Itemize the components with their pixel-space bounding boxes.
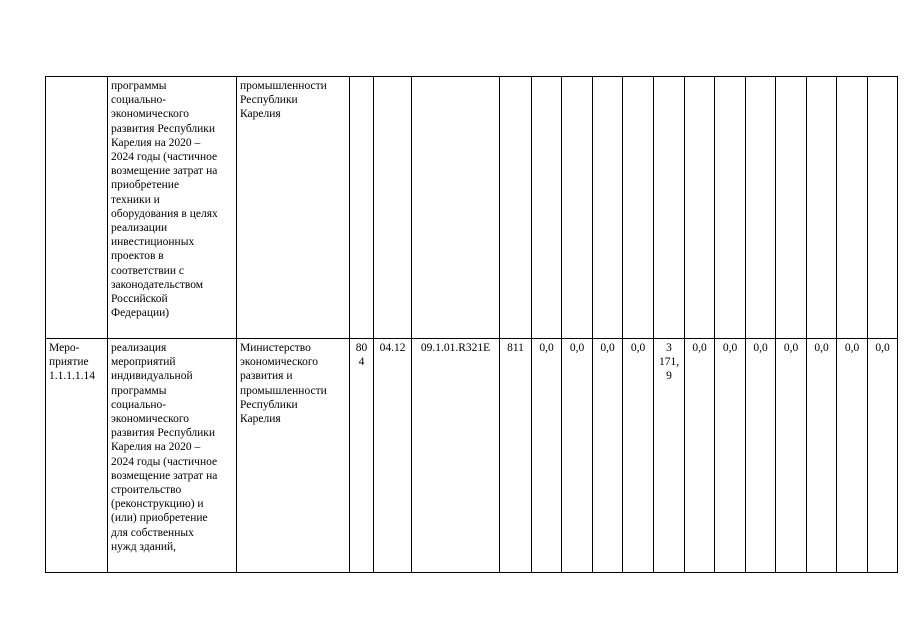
value-cell [532,77,562,339]
value-cell: 0,0 [532,339,562,573]
status-cell [46,77,108,339]
value-cell [746,77,776,339]
value-cell: 0,0 [868,339,898,573]
value-cell: 0,0 [623,339,654,573]
vr-cell: 811 [500,339,532,573]
value-cell [868,77,898,339]
value-cell [593,77,623,339]
budget-table [45,76,898,573]
value-cell [807,77,837,339]
csr-cell: 09.1.01.R321E [412,339,500,573]
value-cell: 0,0 [715,339,746,573]
value-cell: 0,0 [593,339,623,573]
value-cell [685,77,715,339]
value-cell [776,77,807,339]
value-cell: 0,0 [776,339,807,573]
name-cell: программы социально- экономического развития Республики Карелия на 2020 – 2024 годы (частичное возмещение затрат на приобретение техники и оборудования в целях реализации инвестиционных проектов в соответствии с законодательством Российской Федерации) [108,77,237,339]
value-cell: 0,0 [807,339,837,573]
value-cell: 0,0 [837,339,868,573]
value-cell [562,77,593,339]
grbs-cell: 80 4 [350,339,374,573]
value-cell [837,77,868,339]
value-cell: 3 171, 9 [654,339,685,573]
executor-cell: промышленности Республики Карелия [237,77,350,339]
value-cell [623,77,654,339]
value-cell: 0,0 [562,339,593,573]
value-cell [654,77,685,339]
value-cell [715,77,746,339]
grbs-cell [350,77,374,339]
rzpr-cell: 04.12 [374,339,412,573]
value-cell: 0,0 [685,339,715,573]
status-cell: Меро- приятие 1.1.1.1.14 [46,339,108,573]
executor-cell: Министерство экономического развития и промышленности Республики Карелия [237,339,350,573]
value-cell: 0,0 [746,339,776,573]
rzpr-cell [374,77,412,339]
name-cell: реализация мероприятий индивидуальной программы социально- экономического развития Республики Карелия на 2020 – 2024 годы (частичное возмещение затрат на строительство (реконструкцию) и (или) приобретение для собственных нужд зданий, [108,339,237,573]
table-row [46,339,898,573]
csr-cell [412,77,500,339]
table-row [46,77,898,339]
vr-cell [500,77,532,339]
